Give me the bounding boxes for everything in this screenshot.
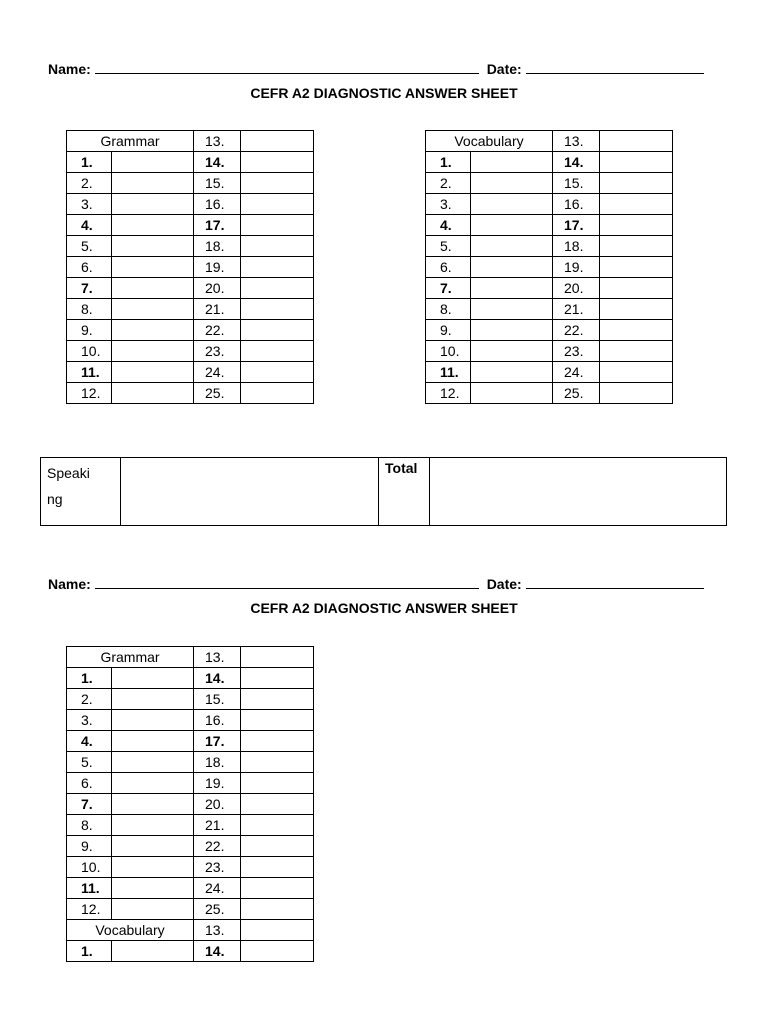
answer-cell[interactable] — [112, 794, 194, 815]
question-number: 18. — [194, 236, 241, 257]
question-number: 8. — [67, 815, 112, 836]
answer-cell[interactable] — [112, 257, 194, 278]
answer-cell[interactable] — [241, 173, 314, 194]
table-row — [67, 731, 314, 752]
date-label: Date: — [486, 61, 522, 77]
question-number: 21. — [553, 299, 600, 320]
question-number: 4. — [67, 731, 112, 752]
answer-cell[interactable] — [112, 899, 194, 920]
table-header-row — [67, 647, 314, 668]
answer-cell[interactable] — [241, 794, 314, 815]
speaking-label: Speaking — [47, 465, 90, 507]
answer-cell[interactable] — [600, 152, 673, 173]
answer-cell[interactable] — [112, 362, 194, 383]
question-number: 14. — [553, 152, 600, 173]
answer-cell[interactable] — [112, 215, 194, 236]
question-number: 9. — [426, 320, 471, 341]
question-number: 13. — [194, 647, 241, 668]
table-row — [67, 320, 314, 341]
answer-cell[interactable] — [471, 341, 553, 362]
total-label: Total — [385, 460, 418, 476]
name-date-line — [48, 61, 718, 77]
question-number: 13. — [553, 131, 600, 152]
question-number: 12. — [67, 899, 112, 920]
table-row — [67, 710, 314, 731]
question-number: 24. — [194, 362, 241, 383]
question-number: 5. — [67, 752, 112, 773]
table-row — [426, 383, 673, 404]
answer-cell[interactable] — [112, 710, 194, 731]
answer-cell[interactable] — [600, 257, 673, 278]
question-number: 6. — [67, 257, 112, 278]
answer-cell[interactable] — [471, 320, 553, 341]
table-row — [426, 215, 673, 236]
question-number: 25. — [194, 383, 241, 404]
answer-cell[interactable] — [600, 320, 673, 341]
question-number: 8. — [426, 299, 471, 320]
question-number: 15. — [194, 173, 241, 194]
answer-cell[interactable] — [241, 857, 314, 878]
question-number: 11. — [426, 362, 471, 383]
question-number: 22. — [194, 836, 241, 857]
answer-cell[interactable] — [471, 152, 553, 173]
question-number: 8. — [67, 299, 112, 320]
answer-cell[interactable] — [600, 173, 673, 194]
table-row — [67, 194, 314, 215]
table-row — [67, 236, 314, 257]
sheet-title-2: CEFR A2 DIAGNOSTIC ANSWER SHEET — [250, 600, 518, 616]
question-number: 23. — [194, 341, 241, 362]
answer-cell[interactable] — [241, 362, 314, 383]
answer-cell[interactable] — [600, 341, 673, 362]
answer-cell[interactable] — [600, 131, 673, 152]
answer-cell[interactable] — [112, 878, 194, 899]
table-row — [67, 257, 314, 278]
answer-cell[interactable] — [471, 173, 553, 194]
table-row — [67, 941, 314, 962]
answer-cell[interactable] — [471, 215, 553, 236]
total-score-cell[interactable] — [430, 458, 727, 526]
answer-cell[interactable] — [241, 773, 314, 794]
question-number: 10. — [67, 341, 112, 362]
table-row — [426, 257, 673, 278]
table-row — [67, 173, 314, 194]
question-number: 16. — [194, 710, 241, 731]
answer-cell[interactable] — [112, 752, 194, 773]
answer-cell[interactable] — [112, 236, 194, 257]
question-number: 20. — [194, 278, 241, 299]
answer-table-2 — [66, 646, 314, 962]
answer-cell[interactable] — [241, 152, 314, 173]
table-row — [426, 341, 673, 362]
question-number: 2. — [426, 173, 471, 194]
question-number: 9. — [67, 320, 112, 341]
answer-cell[interactable] — [471, 299, 553, 320]
answer-cell[interactable] — [600, 215, 673, 236]
question-number: 23. — [553, 341, 600, 362]
table-header-row — [426, 131, 673, 152]
answer-cell[interactable] — [241, 899, 314, 920]
table-row — [426, 173, 673, 194]
answer-cell[interactable] — [112, 731, 194, 752]
date-label-2: Date: — [486, 576, 522, 592]
answer-cell[interactable] — [112, 689, 194, 710]
table-row — [426, 194, 673, 215]
answer-cell[interactable] — [112, 668, 194, 689]
question-number: 5. — [426, 236, 471, 257]
question-number: 6. — [67, 773, 112, 794]
table-header-row — [67, 131, 314, 152]
question-number: 3. — [67, 710, 112, 731]
question-number: 15. — [553, 173, 600, 194]
answer-cell[interactable] — [471, 278, 553, 299]
table-row — [426, 152, 673, 173]
table-row — [67, 899, 314, 920]
question-number: 21. — [194, 299, 241, 320]
table-header-row — [67, 920, 314, 941]
table-row — [67, 857, 314, 878]
table-row — [67, 878, 314, 899]
table-row — [67, 278, 314, 299]
question-number: 25. — [194, 899, 241, 920]
answer-cell[interactable] — [241, 320, 314, 341]
table-row — [426, 299, 673, 320]
question-number: 16. — [553, 194, 600, 215]
table-row — [67, 299, 314, 320]
answer-cell[interactable] — [112, 941, 194, 962]
answer-cell[interactable] — [112, 278, 194, 299]
question-number: 3. — [426, 194, 471, 215]
grammar-answer-table — [66, 130, 314, 404]
answer-cell[interactable] — [112, 773, 194, 794]
table-row — [67, 815, 314, 836]
answer-cell[interactable] — [241, 647, 314, 668]
table-row — [426, 278, 673, 299]
answer-cell[interactable] — [112, 173, 194, 194]
section-heading: Vocabulary — [67, 920, 194, 941]
answer-cell[interactable] — [600, 278, 673, 299]
answer-cell[interactable] — [112, 815, 194, 836]
table-row — [426, 362, 673, 383]
question-number: 23. — [194, 857, 241, 878]
question-number: 19. — [194, 257, 241, 278]
question-number: 2. — [67, 689, 112, 710]
question-number: 19. — [194, 773, 241, 794]
question-number: 6. — [426, 257, 471, 278]
answer-cell[interactable] — [241, 383, 314, 404]
answer-cell[interactable] — [241, 278, 314, 299]
section-heading: Vocabulary — [426, 131, 553, 152]
table-row — [67, 752, 314, 773]
answer-cell[interactable] — [241, 836, 314, 857]
question-number: 14. — [194, 152, 241, 173]
answer-cell[interactable] — [471, 236, 553, 257]
question-number: 1. — [67, 152, 112, 173]
name-field[interactable] — [95, 61, 479, 74]
name-label-2: Name: — [48, 576, 91, 592]
table-row — [426, 320, 673, 341]
question-number: 20. — [553, 278, 600, 299]
answer-cell[interactable] — [241, 131, 314, 152]
question-number: 4. — [67, 215, 112, 236]
question-number: 10. — [426, 341, 471, 362]
name-date-line-2 — [48, 576, 718, 592]
question-number: 19. — [553, 257, 600, 278]
answer-cell[interactable] — [241, 299, 314, 320]
answer-cell[interactable] — [241, 815, 314, 836]
answer-cell[interactable] — [241, 731, 314, 752]
question-number: 16. — [194, 194, 241, 215]
answer-cell[interactable] — [241, 236, 314, 257]
question-number: 21. — [194, 815, 241, 836]
answer-cell[interactable] — [112, 152, 194, 173]
answer-cell[interactable] — [600, 194, 673, 215]
answer-cell[interactable] — [471, 383, 553, 404]
table-row — [67, 773, 314, 794]
question-number: 17. — [194, 215, 241, 236]
question-number: 1. — [426, 152, 471, 173]
question-number: 4. — [426, 215, 471, 236]
question-number: 13. — [194, 920, 241, 941]
answer-cell[interactable] — [241, 341, 314, 362]
answer-cell[interactable] — [112, 299, 194, 320]
answer-cell[interactable] — [471, 257, 553, 278]
name-field-2[interactable] — [95, 576, 479, 589]
question-number: 24. — [553, 362, 600, 383]
question-number: 24. — [194, 878, 241, 899]
speaking-label-cell — [41, 458, 121, 526]
answer-cell[interactable] — [241, 752, 314, 773]
question-number: 12. — [426, 383, 471, 404]
answer-cell[interactable] — [112, 383, 194, 404]
total-label-cell — [379, 458, 430, 526]
answer-cell[interactable] — [241, 941, 314, 962]
table-row — [67, 152, 314, 173]
answer-cell[interactable] — [241, 920, 314, 941]
question-number: 12. — [67, 383, 112, 404]
answer-cell[interactable] — [241, 215, 314, 236]
section-heading: Grammar — [67, 647, 194, 668]
table-row — [67, 836, 314, 857]
question-number: 11. — [67, 878, 112, 899]
question-number: 1. — [67, 941, 112, 962]
answer-cell[interactable] — [241, 194, 314, 215]
question-number: 1. — [67, 668, 112, 689]
question-number: 5. — [67, 236, 112, 257]
question-number: 17. — [194, 731, 241, 752]
question-number: 25. — [553, 383, 600, 404]
question-number: 22. — [194, 320, 241, 341]
question-number: 14. — [194, 668, 241, 689]
answer-cell[interactable] — [241, 257, 314, 278]
table-row — [67, 215, 314, 236]
answer-cell[interactable] — [112, 857, 194, 878]
answer-cell[interactable] — [112, 194, 194, 215]
question-number: 14. — [194, 941, 241, 962]
question-number: 7. — [67, 794, 112, 815]
score-table — [40, 457, 727, 526]
table-row — [67, 794, 314, 815]
answer-cell[interactable] — [471, 362, 553, 383]
question-number: 22. — [553, 320, 600, 341]
table-row — [67, 341, 314, 362]
answer-cell[interactable] — [241, 689, 314, 710]
question-number: 18. — [553, 236, 600, 257]
table-row — [426, 236, 673, 257]
question-number: 18. — [194, 752, 241, 773]
answer-cell[interactable] — [241, 668, 314, 689]
question-number: 9. — [67, 836, 112, 857]
table-row — [67, 362, 314, 383]
answer-cell[interactable] — [241, 710, 314, 731]
table-row — [67, 383, 314, 404]
section-heading: Grammar — [67, 131, 194, 152]
question-number: 15. — [194, 689, 241, 710]
table-row — [67, 689, 314, 710]
answer-cell[interactable] — [471, 194, 553, 215]
question-number: 13. — [194, 131, 241, 152]
answer-cell[interactable] — [600, 236, 673, 257]
question-number: 10. — [67, 857, 112, 878]
vocabulary-answer-table — [425, 130, 673, 404]
question-number: 7. — [426, 278, 471, 299]
question-number: 7. — [67, 278, 112, 299]
answer-cell[interactable] — [241, 878, 314, 899]
question-number: 2. — [67, 173, 112, 194]
sheet-title: CEFR A2 DIAGNOSTIC ANSWER SHEET — [250, 85, 518, 101]
speaking-score-cell[interactable] — [121, 458, 379, 526]
answer-cell[interactable] — [112, 341, 194, 362]
date-field[interactable] — [526, 61, 704, 74]
answer-cell[interactable] — [600, 383, 673, 404]
answer-cell[interactable] — [600, 362, 673, 383]
question-number: 11. — [67, 362, 112, 383]
question-number: 3. — [67, 194, 112, 215]
question-number: 20. — [194, 794, 241, 815]
answer-cell[interactable] — [112, 836, 194, 857]
date-field-2[interactable] — [526, 576, 704, 589]
answer-cell[interactable] — [112, 320, 194, 341]
question-number: 17. — [553, 215, 600, 236]
table-row — [67, 668, 314, 689]
answer-cell[interactable] — [600, 299, 673, 320]
name-label: Name: — [48, 61, 91, 77]
